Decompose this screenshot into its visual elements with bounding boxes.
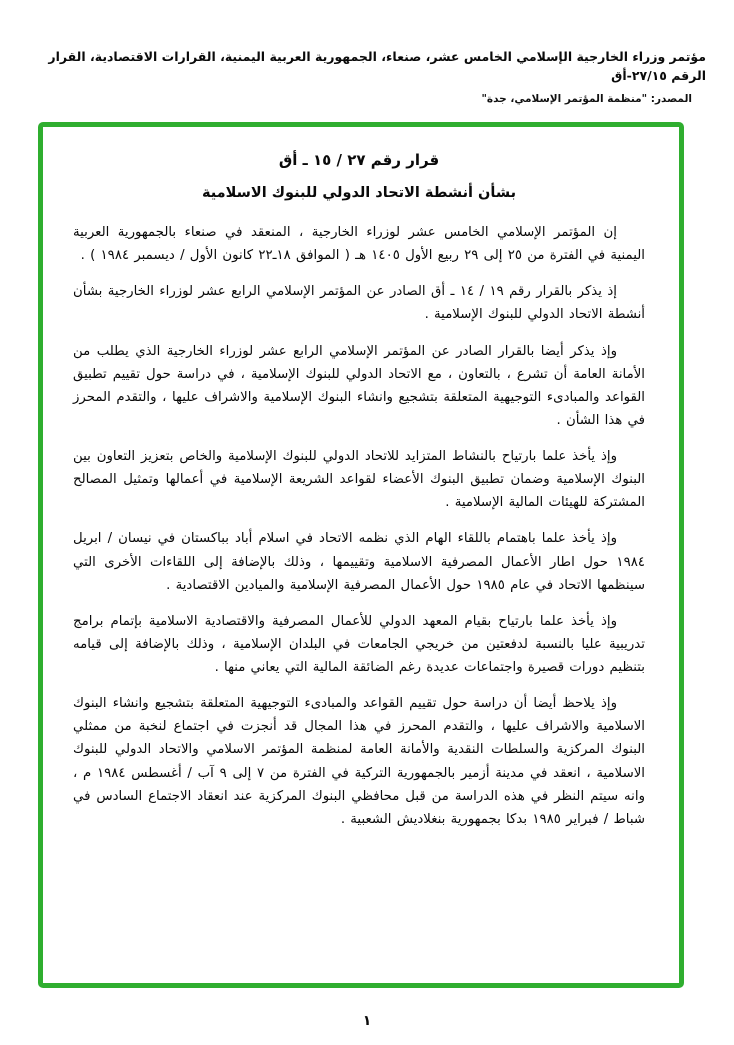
paragraph: وإذ يأخذ علما باهتمام باللقاء الهام الذي نظمه الاتحاد في اسلام أباد بباكستان في نيسان / ابريل ١٩٨٤ حول اطار الأعمال المصرفية الاسلامية وتقييمها ، وذلك بالإضافة إلى اللقاءات الأخرى التي سينظمها الاتحاد في عام ١٩٨٥ حول الأعمال المصرفية الإسلامية والميادين الاقتصادية . xyxy=(73,531,645,593)
resolution-title: قرار رقم ٢٧ / ١٥ ـ أق xyxy=(278,151,440,169)
document-header xyxy=(28,48,706,105)
paragraph: وإذ يأخذ علما بارتياح بقيام المعهد الدولي للأعمال المصرفية والاقتصادية الاسلامية بإتمام برامج تدريبية عليا بالنسبة لدفعتين من خريجي الجامعات في البلدان الإسلامية ، وذلك بالإضافة إلى قيامه بتنظيم دورات قصيرة واجتماعات عديدة رغم الضائقة المالية التي يعاني منها . xyxy=(73,613,645,675)
header-citation: مؤتمر وزراء الخارجية الإسلامي الخامس عشر، صنعاء، الجمهورية العربية اليمنية، القرارات الاقتصادية، القرار الرقم ٢٧/١٥-أق xyxy=(48,49,706,83)
resolution-body xyxy=(73,221,645,831)
paragraph: وإذ يلاحظ أيضا أن دراسة حول تقييم القواعد والمبادىء التوجيهية المتعلقة بتشجيع وانشاء البنوك الاسلامية والاشراف عليها ، والتقدم المحرز في هذا المجال قد أنجزت في اجتماع لنخبة من ممثلي البنوك المركزية والسلطات النقدية والأمانة العامة لمنظمة المؤتمر الاسلامي والاتحاد الدولي للبنوك الاسلامية ، انعقد في مدينة أزمير بالجمهورية التركية في الفترة من ٧ إلى ٩ آب / أغسطس ١٩٨٤ م ، وانه سيتم النظر في هذه الدراسة من قبل محافظي البنوك المركزية عند انعقاد الاجتماع السادس في شباط / فبراير ١٩٨٥ بدكا بجمهورية بنغلاديش الشعبية . xyxy=(73,696,645,827)
paragraph: إن المؤتمر الإسلامي الخامس عشر لوزراء الخارجية ، المنعقد في صنعاء بالجمهورية العربية اليمنية في الفترة من ٢٥ إلى ٢٩ ربيع الأول ١٤٠٥ هـ ( الموافق ١٨ـ٢٢ كانون الأول / ديسمبر ١٩٨٤ ) . xyxy=(73,225,645,264)
page-number: ١ xyxy=(362,1013,372,1029)
paragraph: إذ يذكر بالقرار رقم ١٩ / ١٤ ـ أق الصادر عن المؤتمر الإسلامي الرابع عشر لوزراء الخارجية بشأن أنشطة الاتحاد الدولي للبنوك الإسلامية . xyxy=(73,284,645,323)
paragraph: وإذ يأخذ علما بارتياح بالنشاط المتزايد للاتحاد الدولي للبنوك الإسلامية والخاص بتعزيز التعاون بين البنوك الإسلامية وضمان تطبيق البنوك الأعضاء لقواعد الشريعة الإسلامية في أعمالها وتمثيل المصالح المشتركة للهيئات المالية الإسلامية . xyxy=(73,449,645,511)
resolution-subtitle: بشأن أنشطة الاتحاد الدولي للبنوك الاسلامية xyxy=(201,185,517,201)
header-source: المصدر: "منظمة المؤتمر الإسلامي، جدة" xyxy=(481,92,692,105)
paragraph: وإذ يذكر أيضا بالقرار الصادر عن المؤتمر الإسلامي الرابع عشر لوزراء الخارجية الذي يطلب من الأمانة العامة أن تشرع ، بالتعاون ، مع الاتحاد الدولي للبنوك الإسلامية ، في دراسة حول تقييم تطبيق القواعد والمبادىء التوجيهية المتعلقة بتشجيع وانشاء البنوك الإسلامية والاشراف عليها ، والتقدم المحرز في هذا الشأن . xyxy=(73,343,645,428)
document-frame xyxy=(38,122,684,988)
